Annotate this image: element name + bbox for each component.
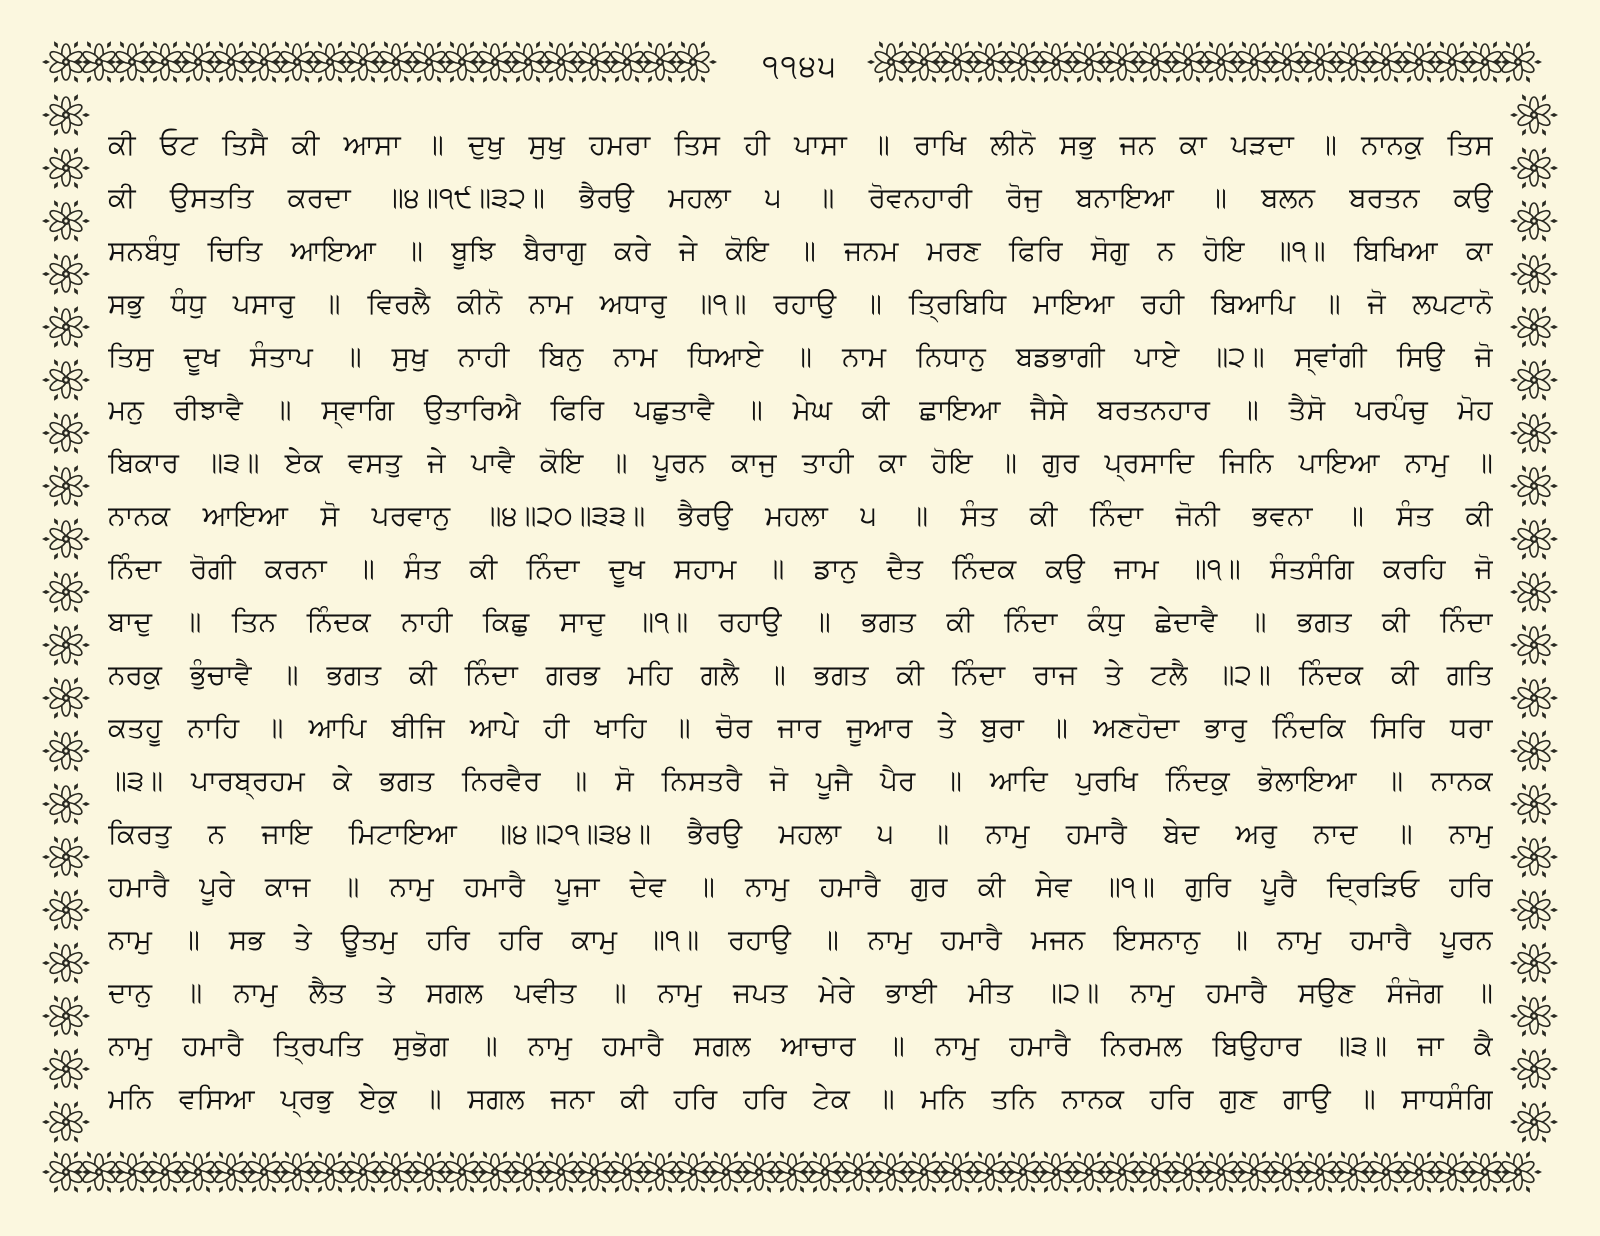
text-line: ਬਿਕਾਰ ॥੩॥ ਏਕ ਵਸਤੁ ਜੇ ਪਾਵੈ ਕੋਇ ॥ ਪੂਰਨ ਕਾਜੁ ਤਾਹੀ ਕਾ ਹੋਇ ॥ ਗੁਰ ਪ੍ਰਸਾਦਿ ਜਿਨਿ ਪਾਇਆ ਨਾਮੁ ॥ (108, 446, 1493, 479)
text-line: ਨਰਕੁ ਭੁੰਚਾਵੈ ॥ ਭਗਤ ਕੀ ਨਿੰਦਾ ਗਰਭ ਮਹਿ ਗਲੈ ॥ ਭਗਤ ਕੀ ਨਿੰਦਾ ਰਾਜ ਤੇ ਟਲੈ ॥੨॥ ਨਿੰਦਕ ਕੀ ਗਤਿ (108, 658, 1493, 691)
flower-ornament-icon (42, 623, 90, 667)
flower-ornament-icon (1510, 888, 1558, 932)
flower-ornament-icon (1510, 782, 1558, 826)
flower-ornament-icon (42, 146, 90, 190)
text-line: ਮਨਿ ਵਸਿਆ ਪ੍ਰਭੁ ਏਕੁ ॥ ਸਗਲ ਜਨਾ ਕੀ ਹਰਿ ਹਰਿ ਟੇਕ ॥ ਮਨਿ ਤਨਿ ਨਾਨਕ ਹਰਿ ਗੁਣ ਗਾਉ ॥ ਸਾਧਸੰਗਿ (108, 1082, 1493, 1115)
flower-ornament-icon (42, 358, 90, 402)
flower-ornament-icon (42, 570, 90, 614)
flower-ornament-icon (1510, 676, 1558, 720)
flower-ornament-icon (1510, 623, 1558, 667)
text-line: ਬਾਦੁ ॥ ਤਿਨ ਨਿੰਦਕ ਨਾਹੀ ਕਿਛੁ ਸਾਦੁ ॥੧॥ ਰਹਾਉ ॥ ਭਗਤ ਕੀ ਨਿੰਦਾ ਕੰਧੁ ਛੇਦਾਵੈ ॥ ਭਗਤ ਕੀ ਨਿੰਦਾ (108, 605, 1493, 638)
flower-ornament-icon (42, 941, 90, 985)
text-line: ਤਿਸੁ ਦੂਖ ਸੰਤਾਪ ॥ ਸੁਖੁ ਨਾਹੀ ਬਿਨੁ ਨਾਮ ਧਿਆਏ ॥ ਨਾਮ ਨਿਧਾਨੁ ਬਡਭਾਗੀ ਪਾਏ ॥੨॥ ਸ੍ਵਾਂਗੀ ਸਿਉ ਜੋ (108, 340, 1493, 373)
flower-ornament-icon (42, 517, 90, 561)
text-line: ਸਨਬੰਧੁ ਚਿਤਿ ਆਇਆ ॥ ਬੂਝਿ ਬੈਰਾਗੁ ਕਰੇ ਜੇ ਕੋਇ ॥ ਜਨਮ ਮਰਣ ਫਿਰਿ ਸੋਗੁ ਨ ਹੋਇ ॥੧॥ ਬਿਖਿਆ ਕਾ (108, 234, 1493, 267)
flower-ornament-icon (1510, 93, 1558, 137)
text-line: ਹਮਾਰੈ ਪੂਰੇ ਕਾਜ ॥ ਨਾਮੁ ਹਮਾਰੈ ਪੂਜਾ ਦੇਵ ॥ ਨਾਮੁ ਹਮਾਰੈ ਗੁਰ ਕੀ ਸੇਵ ॥੧॥ ਗੁਰਿ ਪੂਰੈ ਦ੍ਰਿੜਿਓ ਹਰਿ (108, 870, 1493, 903)
text-line: ਸਭੁ ਧੰਧੁ ਪਸਾਰੁ ॥ ਵਿਰਲੈ ਕੀਨੋ ਨਾਮ ਅਧਾਰੁ ॥੧॥ ਰਹਾਉ ॥ ਤ੍ਰਿਬਿਧਿ ਮਾਇਆ ਰਹੀ ਬਿਆਪਿ ॥ ਜੋ ਲਪਟਾਨੋ (108, 287, 1493, 320)
flower-ornament-icon (1510, 941, 1558, 985)
flower-ornament-icon (1510, 1100, 1558, 1144)
text-line: ਕਿਰਤੁ ਨ ਜਾਇ ਮਿਟਾਇਆ ॥੪॥੨੧॥੩੪॥ ਭੈਰਉ ਮਹਲਾ ੫ ॥ ਨਾਮੁ ਹਮਾਰੈ ਬੇਦ ਅਰੁ ਨਾਦ ॥ ਨਾਮੁ (108, 817, 1493, 850)
flower-ornament-icon (1510, 305, 1558, 349)
flower-ornament-icon (42, 464, 90, 508)
flower-ornament-icon (1510, 570, 1558, 614)
flower-ornament-icon (1510, 146, 1558, 190)
flower-ornament-icon (1510, 729, 1558, 773)
text-line: ਕੀ ਓਟ ਤਿਸੈ ਕੀ ਆਸਾ ॥ ਦੁਖੁ ਸੁਖੁ ਹਮਰਾ ਤਿਸ ਹੀ ਪਾਸਾ ॥ ਰਾਖਿ ਲੀਨੋ ਸਭੁ ਜਨ ਕਾ ਪੜਦਾ ॥ ਨਾਨਕੁ ਤਿਸ (108, 128, 1493, 161)
flower-ornament-icon (669, 40, 717, 84)
flower-ornament-icon (42, 729, 90, 773)
text-line: ਨਾਨਕ ਆਇਆ ਸੋ ਪਰਵਾਨੁ ॥੪॥੨੦॥੩੩॥ ਭੈਰਉ ਮਹਲਾ ੫ ॥ ਸੰਤ ਕੀ ਨਿੰਦਾ ਜੋਨੀ ਭਵਨਾ ॥ ਸੰਤ ਕੀ (108, 499, 1493, 532)
text-line: ਕੀ ਉਸਤਤਿ ਕਰਦਾ ॥੪॥੧੯॥੩੨॥ ਭੈਰਉ ਮਹਲਾ ੫ ॥ ਰੋਵਨਹਾਰੀ ਰੋਜੁ ਬਨਾਇਆ ॥ ਬਲਨ ਬਰਤਨ ਕਉ (108, 181, 1493, 214)
text-line: ਦਾਨੁ ॥ ਨਾਮੁ ਲੈਤ ਤੇ ਸਗਲ ਪਵੀਤ ॥ ਨਾਮੁ ਜਪਤ ਮੇਰੇ ਭਾਈ ਮੀਤ ॥੨॥ ਨਾਮੁ ਹਮਾਰੈ ਸਉਣ ਸੰਜੋਗ ॥ (108, 976, 1493, 1009)
text-line: ਨਾਮੁ ਹਮਾਰੈ ਤ੍ਰਿਪਤਿ ਸੁਭੋਗ ॥ ਨਾਮੁ ਹਮਾਰੈ ਸਗਲ ਆਚਾਰ ॥ ਨਾਮੁ ਹਮਾਰੈ ਨਿਰਮਲ ਬਿਉਹਾਰ ॥੩॥ ਜਾ ਕੈ (108, 1029, 1493, 1062)
flower-ornament-icon (42, 199, 90, 243)
flower-ornament-icon (1510, 994, 1558, 1038)
flower-ornament-icon (1510, 358, 1558, 402)
gurbani-text (108, 118, 1493, 1115)
text-line: ਕਤਹੂ ਨਾਹਿ ॥ ਆਪਿ ਬੀਜਿ ਆਪੇ ਹੀ ਖਾਹਿ ॥ ਚੋਰ ਜਾਰ ਜੂਆਰ ਤੇ ਬੁਰਾ ॥ ਅਣਹੋਦਾ ਭਾਰੁ ਨਿੰਦਕਿ ਸਿਰਿ ਧਰਾ (108, 711, 1493, 744)
flower-ornament-icon (1510, 464, 1558, 508)
flower-ornament-icon (42, 411, 90, 455)
text-line: ਨਾਮੁ ॥ ਸਭ ਤੇ ਊਤਮੁ ਹਰਿ ਹਰਿ ਕਾਮੁ ॥੧॥ ਰਹਾਉ ॥ ਨਾਮੁ ਹਮਾਰੈ ਮਜਨ ਇਸਨਾਨੁ ॥ ਨਾਮੁ ਹਮਾਰੈ ਪੂਰਨ (108, 923, 1493, 956)
flower-ornament-icon (1510, 517, 1558, 561)
flower-ornament-icon (1494, 40, 1542, 84)
flower-ornament-icon (42, 782, 90, 826)
flower-ornament-icon (42, 305, 90, 349)
flower-ornament-icon (42, 835, 90, 879)
flower-ornament-icon (1510, 411, 1558, 455)
text-line: ਨਿੰਦਾ ਰੋਗੀ ਕਰਨਾ ॥ ਸੰਤ ਕੀ ਨਿੰਦਾ ਦੂਖ ਸਹਾਮ ॥ ਡਾਨੁ ਦੈਤ ਨਿੰਦਕ ਕਉ ਜਾਮ ॥੧॥ ਸੰਤਸੰਗਿ ਕਰਹਿ ਜੋ (108, 552, 1493, 585)
flower-ornament-icon (1510, 199, 1558, 243)
flower-ornament-icon (42, 1100, 90, 1144)
text-line: ॥੩॥ ਪਾਰਬ੍ਰਹਮ ਕੇ ਭਗਤ ਨਿਰਵੈਰ ॥ ਸੋ ਨਿਸਤਰੈ ਜੋ ਪੂਜੈ ਪੈਰ ॥ ਆਦਿ ਪੁਰਖਿ ਨਿੰਦਕੁ ਭੋਲਾਇਆ ॥ ਨਾਨਕ (108, 764, 1493, 797)
flower-ornament-icon (42, 252, 90, 296)
flower-ornament-icon (1510, 1047, 1558, 1091)
flower-ornament-icon (42, 93, 90, 137)
flower-ornament-icon (1510, 835, 1558, 879)
page-number: ੧੧੪੫ (735, 42, 865, 92)
flower-ornament-icon (42, 1047, 90, 1091)
text-line: ਮਨੁ ਰੀਝਾਵੈ ॥ ਸ੍ਵਾਗਿ ਉਤਾਰਿਐ ਫਿਰਿ ਪਛੁਤਾਵੈ ॥ ਮੇਘ ਕੀ ਛਾਇਆ ਜੈਸੇ ਬਰਤਨਹਾਰ ॥ ਤੈਸੋ ਪਰਪੰਚੁ ਮੋਹ (108, 393, 1493, 426)
flower-ornament-icon (1494, 1150, 1542, 1194)
flower-ornament-icon (42, 994, 90, 1038)
flower-ornament-icon (42, 888, 90, 932)
flower-ornament-icon (1510, 252, 1558, 296)
flower-ornament-icon (42, 676, 90, 720)
